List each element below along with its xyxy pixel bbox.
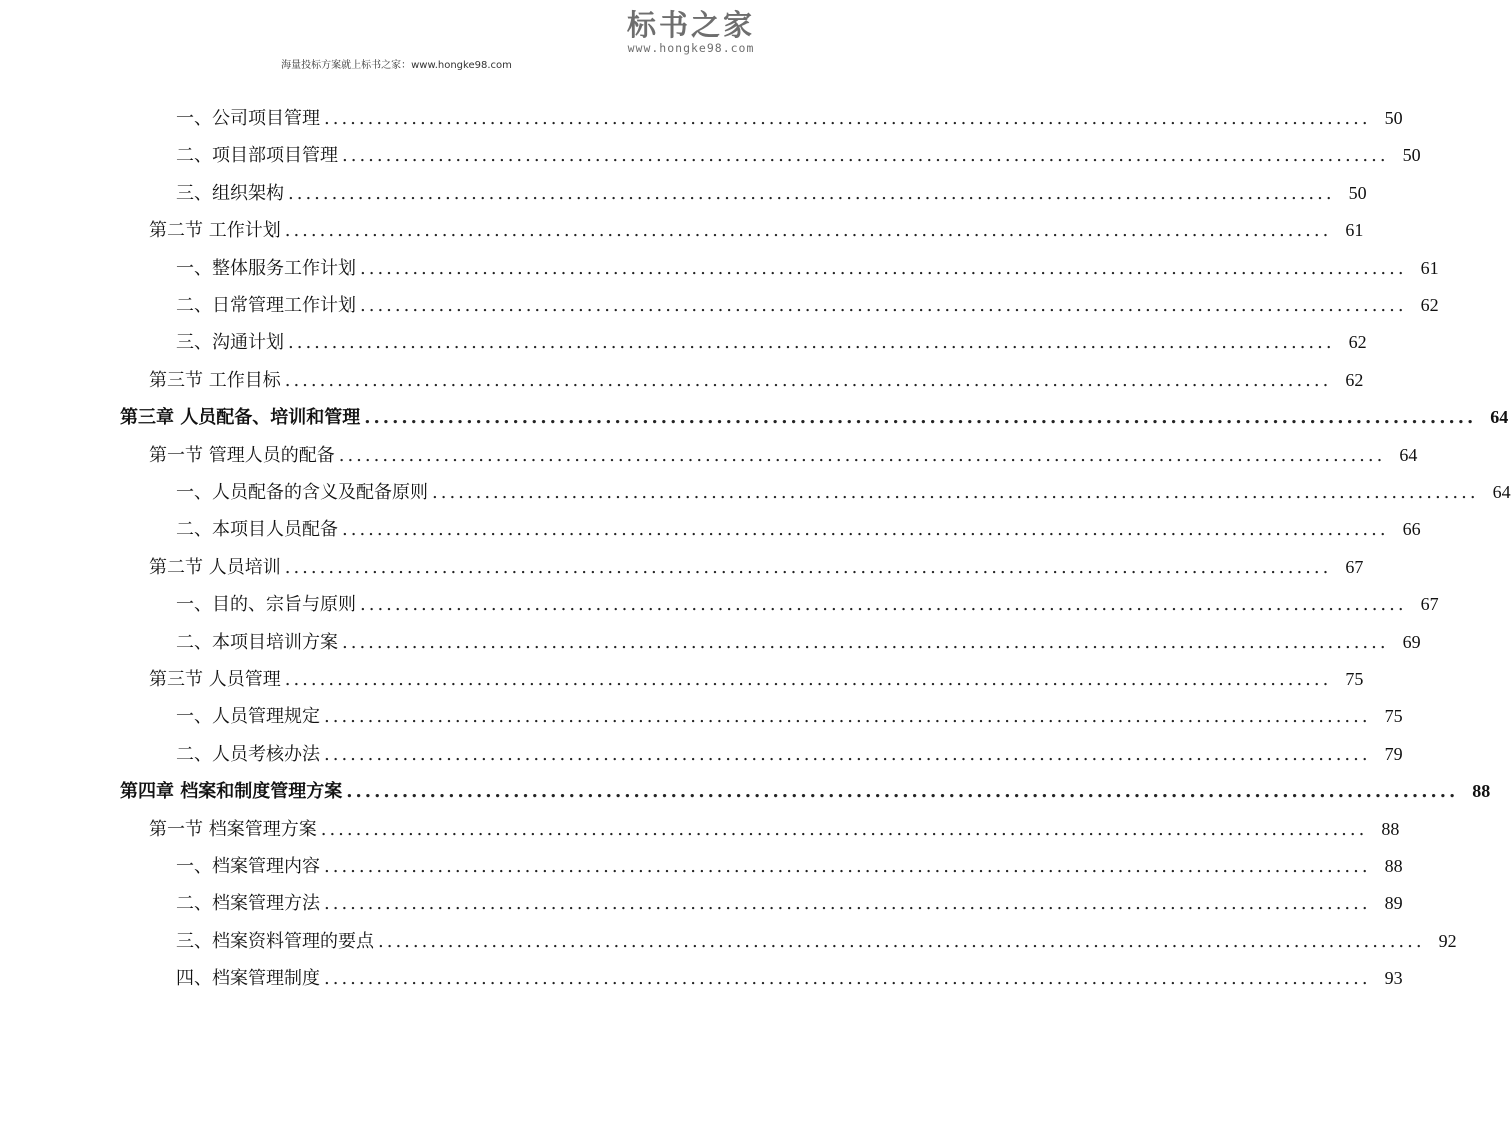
toc-entry-title: 一、目的、宗旨与原则	[176, 594, 356, 616]
toc-entry-title: 二、日常管理工作计划	[176, 295, 356, 316]
toc-leader-dots: ........................................................................................................................	[346, 781, 1459, 803]
toc-entry-title: 二、本项目培训方案	[176, 631, 338, 653]
toc-entry[interactable]	[149, 362, 1364, 399]
toc-entry-title: 一、整体服务工作计划	[176, 257, 356, 279]
toc-entry[interactable]	[176, 885, 1403, 922]
toc-entry[interactable]	[120, 773, 1491, 810]
toc-entry-title: 三、档案资料管理的要点	[176, 930, 374, 952]
toc-entry-page: 89	[1384, 893, 1403, 914]
toc-leader-dots: ........................................................................................................................	[338, 444, 1386, 466]
toc-entry[interactable]	[176, 137, 1421, 174]
toc-leader-dots: ........................................................................................................................	[324, 893, 1371, 915]
toc-entry-title: 二、项目部项目管理	[176, 145, 338, 167]
toc-entry[interactable]	[176, 250, 1439, 287]
toc-entry-page: 64	[1490, 407, 1509, 428]
toc-entry-page: 62	[1345, 369, 1364, 390]
toc-entry-title: 一、人员配备的含义及配备原则	[176, 482, 428, 503]
toc-entry[interactable]	[176, 923, 1457, 960]
toc-leader-dots: ........................................................................................................................	[364, 407, 1477, 429]
logo-title: 标书之家	[626, 8, 755, 42]
toc-leader-dots: ........................................................................................................................	[324, 743, 1371, 765]
toc-entry-title: 第四章 档案和制度管理方案	[120, 781, 343, 803]
toc-entry-page: 67	[1345, 556, 1364, 577]
toc-entry[interactable]	[176, 698, 1403, 735]
toc-entry-page: 66	[1402, 519, 1421, 540]
toc-leader-dots: ........................................................................................................................	[324, 968, 1371, 990]
toc-entry-title: 四、档案管理制度	[176, 968, 320, 990]
toc-entry[interactable]	[120, 399, 1509, 436]
toc-entry-page: 75	[1345, 669, 1364, 689]
toc-entry-page: 61	[1420, 257, 1439, 278]
toc-entry[interactable]	[176, 287, 1439, 324]
toc-leader-dots: ........................................................................................................................	[284, 220, 1332, 242]
toc-leader-dots: ........................................................................................................................	[342, 631, 1389, 653]
toc-entry-title: 一、档案管理内容	[176, 856, 320, 877]
toc-entry[interactable]	[176, 175, 1367, 212]
toc-entry[interactable]	[176, 848, 1403, 885]
toc-entry-page: 88	[1381, 818, 1400, 839]
toc-leader-dots: ........................................................................................................................	[284, 369, 1332, 391]
toc-leader-dots: ........................................................................................................................	[342, 145, 1389, 167]
toc-leader-dots: ........................................................................................................................	[324, 856, 1371, 877]
toc-entry-title: 第二节 人员培训	[149, 556, 281, 578]
toc-entry-title: 第三章 人员配备、培训和管理	[120, 407, 361, 429]
toc-leader-dots: ........................................................................................................................	[360, 257, 1407, 279]
toc-entry-page: 50	[1384, 108, 1403, 128]
toc-entry[interactable]	[176, 474, 1511, 511]
toc-entry-page: 92	[1438, 930, 1457, 951]
toc-entry-page: 64	[1399, 444, 1418, 465]
toc-entry[interactable]	[149, 212, 1364, 249]
toc-leader-dots: ........................................................................................................................	[284, 669, 1332, 690]
logo-url: www.hongke98.com	[627, 41, 755, 55]
toc-entry[interactable]	[176, 624, 1421, 661]
toc-entry-page: 69	[1402, 631, 1421, 652]
toc-leader-dots: ........................................................................................................................	[378, 930, 1425, 952]
toc-entry-page: 61	[1345, 220, 1364, 241]
toc-entry[interactable]	[176, 960, 1403, 997]
toc-entry[interactable]	[176, 586, 1439, 623]
toc-entry-title: 第三节 工作目标	[149, 369, 281, 391]
toc-entry[interactable]	[149, 811, 1400, 848]
toc-entry-page: 88	[1472, 781, 1491, 802]
toc-entry[interactable]	[176, 100, 1403, 137]
toc-leader-dots: ........................................................................................................................	[360, 594, 1407, 616]
toc-entry-title: 二、人员考核办法	[176, 743, 320, 765]
toc-entry-title: 第二节 工作计划	[149, 220, 281, 242]
toc-entry-page: 93	[1384, 968, 1403, 989]
toc-entry-title: 一、人员管理规定	[176, 706, 320, 728]
toc-entry-title: 第一节 档案管理方案	[149, 818, 317, 840]
toc-entry-title: 第一节 管理人员的配备	[149, 444, 335, 466]
toc-entry-page: 62	[1420, 295, 1439, 315]
toc-entry-page: 67	[1420, 594, 1439, 615]
header-note: 海量投标方案就上标书之家：www.hongke98.com	[281, 60, 512, 71]
toc-entry[interactable]	[176, 324, 1367, 361]
toc-entry-title: 二、档案管理方法	[176, 893, 320, 915]
toc-entry-page: 88	[1384, 856, 1403, 876]
toc-entry-title: 三、沟通计划	[176, 332, 284, 354]
site-logo	[611, 8, 771, 55]
toc-entry-title: 一、公司项目管理	[176, 108, 320, 129]
toc-entry-title: 三、组织架构	[176, 182, 284, 204]
toc-entry-page: 50	[1348, 182, 1367, 203]
toc-entry-title: 二、本项目人员配备	[176, 519, 338, 541]
toc-leader-dots: ........................................................................................................................	[342, 519, 1389, 541]
toc-leader-dots: ........................................................................................................................	[324, 706, 1371, 728]
toc-entry-page: 64	[1492, 482, 1511, 502]
toc-leader-dots: ........................................................................................................................	[432, 482, 1479, 503]
toc-entry-page: 79	[1384, 743, 1403, 764]
toc-leader-dots: ........................................................................................................................	[320, 818, 1368, 840]
toc-entry[interactable]	[149, 437, 1418, 474]
toc-leader-dots: ........................................................................................................................	[284, 556, 1332, 578]
toc-leader-dots: ........................................................................................................................	[360, 295, 1407, 316]
toc-entry-page: 50	[1402, 145, 1421, 166]
toc-entry-title: 第三节 人员管理	[149, 669, 281, 690]
toc-leader-dots: ........................................................................................................................	[324, 108, 1371, 129]
toc-entry[interactable]	[176, 511, 1421, 548]
toc-entry[interactable]	[149, 661, 1364, 698]
toc-entry[interactable]	[149, 549, 1364, 586]
toc-entry-page: 75	[1384, 706, 1403, 727]
toc-entry[interactable]	[176, 736, 1403, 773]
toc-entry-page: 62	[1348, 332, 1367, 353]
toc-leader-dots: ........................................................................................................................	[288, 182, 1335, 204]
toc-leader-dots: ........................................................................................................................	[288, 332, 1335, 354]
